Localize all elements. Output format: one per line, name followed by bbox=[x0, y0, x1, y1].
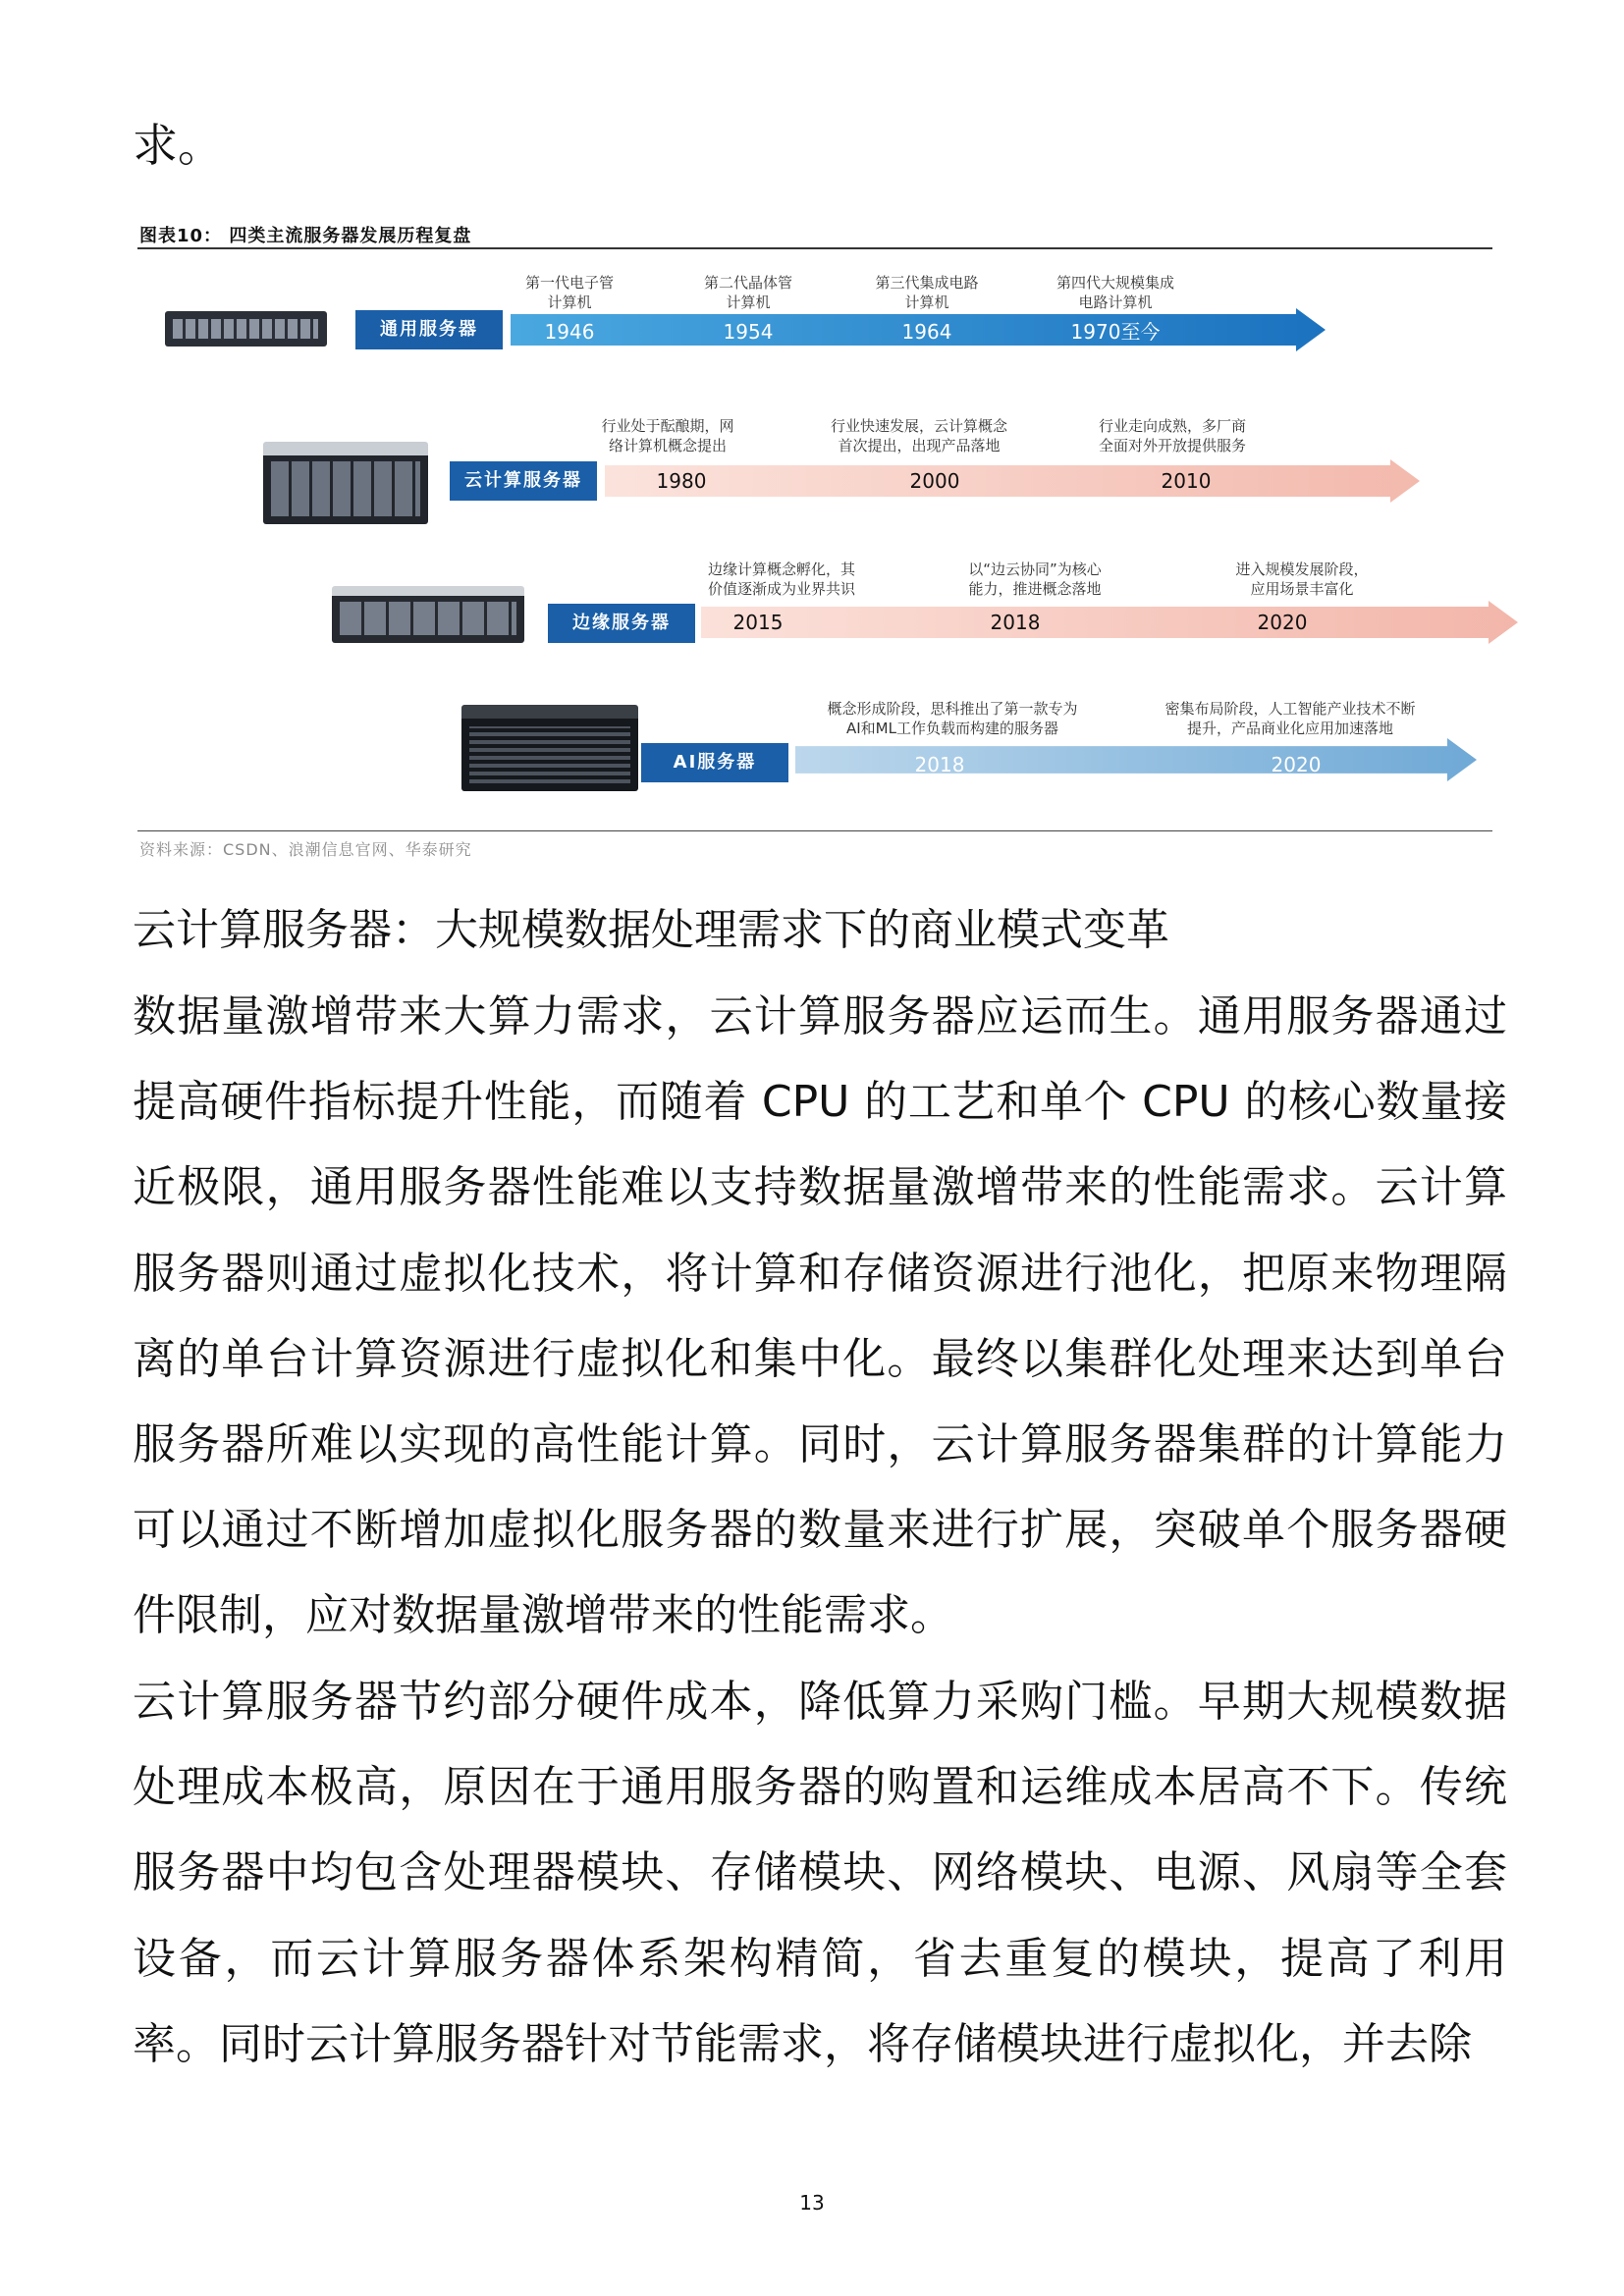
stage-year: 1946 bbox=[544, 320, 595, 344]
stage-year: 1980 bbox=[656, 469, 707, 493]
stage-year: 2018 bbox=[990, 611, 1041, 634]
stage-text: 第二代晶体管 计算机 bbox=[703, 274, 792, 311]
stage-year: 2010 bbox=[1161, 469, 1212, 493]
stage-year: 1970至今 bbox=[1070, 320, 1161, 344]
stage-text: 第三代集成电路 计算机 bbox=[875, 274, 979, 311]
stage-text: 行业快速发展，云计算概念 首次提出，出现产品落地 bbox=[830, 417, 1007, 454]
body-paragraph: 云计算服务器节约部分硬件成本，降低算力采购门槛。早期大规模数据处理成本极高，原因在于通用服务器的购置和运维成本居高不下。传统服务器中均包含处理器模块、存储模块、网络模块、电源、风扇等全套设备，而云计算服务器体系架构精简，省去重复的模块，提高了利用率。同时云计算服务器针对节能需求，将存储模块进行虚拟化，并去除 bbox=[133, 1677, 1507, 2069]
stage-year: 2020 bbox=[1271, 753, 1322, 776]
section-heading: 云计算服务器：大规模数据处理需求下的商业模式变革 bbox=[133, 905, 1169, 955]
figure-top-rule bbox=[137, 247, 1492, 249]
stage-text: 行业处于酝酿期，网 络计算机概念提出 bbox=[601, 417, 734, 454]
figure-source: 资料来源：CSDN、浪潮信息官网、华泰研究 bbox=[139, 840, 472, 859]
stage-year: 2018 bbox=[914, 753, 965, 776]
figure-bottom-rule bbox=[137, 830, 1492, 831]
body-paragraph: 数据量激增带来大算力需求，云计算服务器应运而生。通用服务器通过提高硬件指标提升性能，而随着 CPU 的工艺和单个 CPU 的核心数量接近极限，通用服务器性能难以支持数据量激增带来的性能需求。云计算服务器则通过虚拟化技术，将计算和存储资源进行池化，把原来物理隔离的单台计算资源进行虚拟化和集中化。最终以集群化处理来达到单台服务器所难以实现的高性能计算。同时，云计算服务器集群的计算能力可以通过不断增加虚拟化服务器的数量来进行扩展，突破单个服务器硬件限制，应对数据量激增带来的性能需求。 bbox=[133, 991, 1507, 1641]
rack-server-image bbox=[165, 311, 327, 347]
row-label-general: 通用服务器 bbox=[355, 310, 503, 349]
stage-text: 第一代电子管 计算机 bbox=[524, 274, 614, 311]
stage-text: 密集布局阶段，人工智能产业技术不断 提升，产品商业化应用加速落地 bbox=[1164, 700, 1416, 737]
stage-text: 边缘计算概念孵化，其 价值逐渐成为业界共识 bbox=[707, 561, 855, 598]
stage-text: 概念形成阶段，思科推出了第一款专为 AI和ML工作负载而构建的服务器 bbox=[827, 700, 1078, 737]
lead-text: 求。 bbox=[133, 119, 223, 172]
storage-server-image bbox=[263, 442, 428, 524]
stage-text: 以“边云协同”为核心 能力，推进概念落地 bbox=[968, 561, 1102, 598]
stage-year: 2015 bbox=[732, 611, 784, 634]
ai-server-image bbox=[461, 705, 638, 791]
stage-text: 行业走向成熟，多厂商 全面对外开放提供服务 bbox=[1098, 417, 1246, 454]
row-label-edge: 边缘服务器 bbox=[548, 604, 695, 643]
figure-title: 图表10： 四类主流服务器发展历程复盘 bbox=[139, 226, 472, 246]
stage-year: 2020 bbox=[1257, 611, 1308, 634]
stage-year: 1954 bbox=[723, 320, 774, 344]
row-label-cloud: 云计算服务器 bbox=[450, 461, 597, 501]
stage-text: 进入规模发展阶段， 应用场景丰富化 bbox=[1235, 561, 1369, 598]
row-label-ai: AI服务器 bbox=[641, 743, 788, 782]
stage-year: 1964 bbox=[901, 320, 952, 344]
timeline-figure bbox=[137, 257, 1492, 827]
page-number: 13 bbox=[799, 2191, 825, 2215]
stage-year: 2000 bbox=[909, 469, 960, 493]
stage-text: 第四代大规模集成 电路计算机 bbox=[1056, 274, 1174, 311]
edge-server-image bbox=[332, 586, 524, 643]
